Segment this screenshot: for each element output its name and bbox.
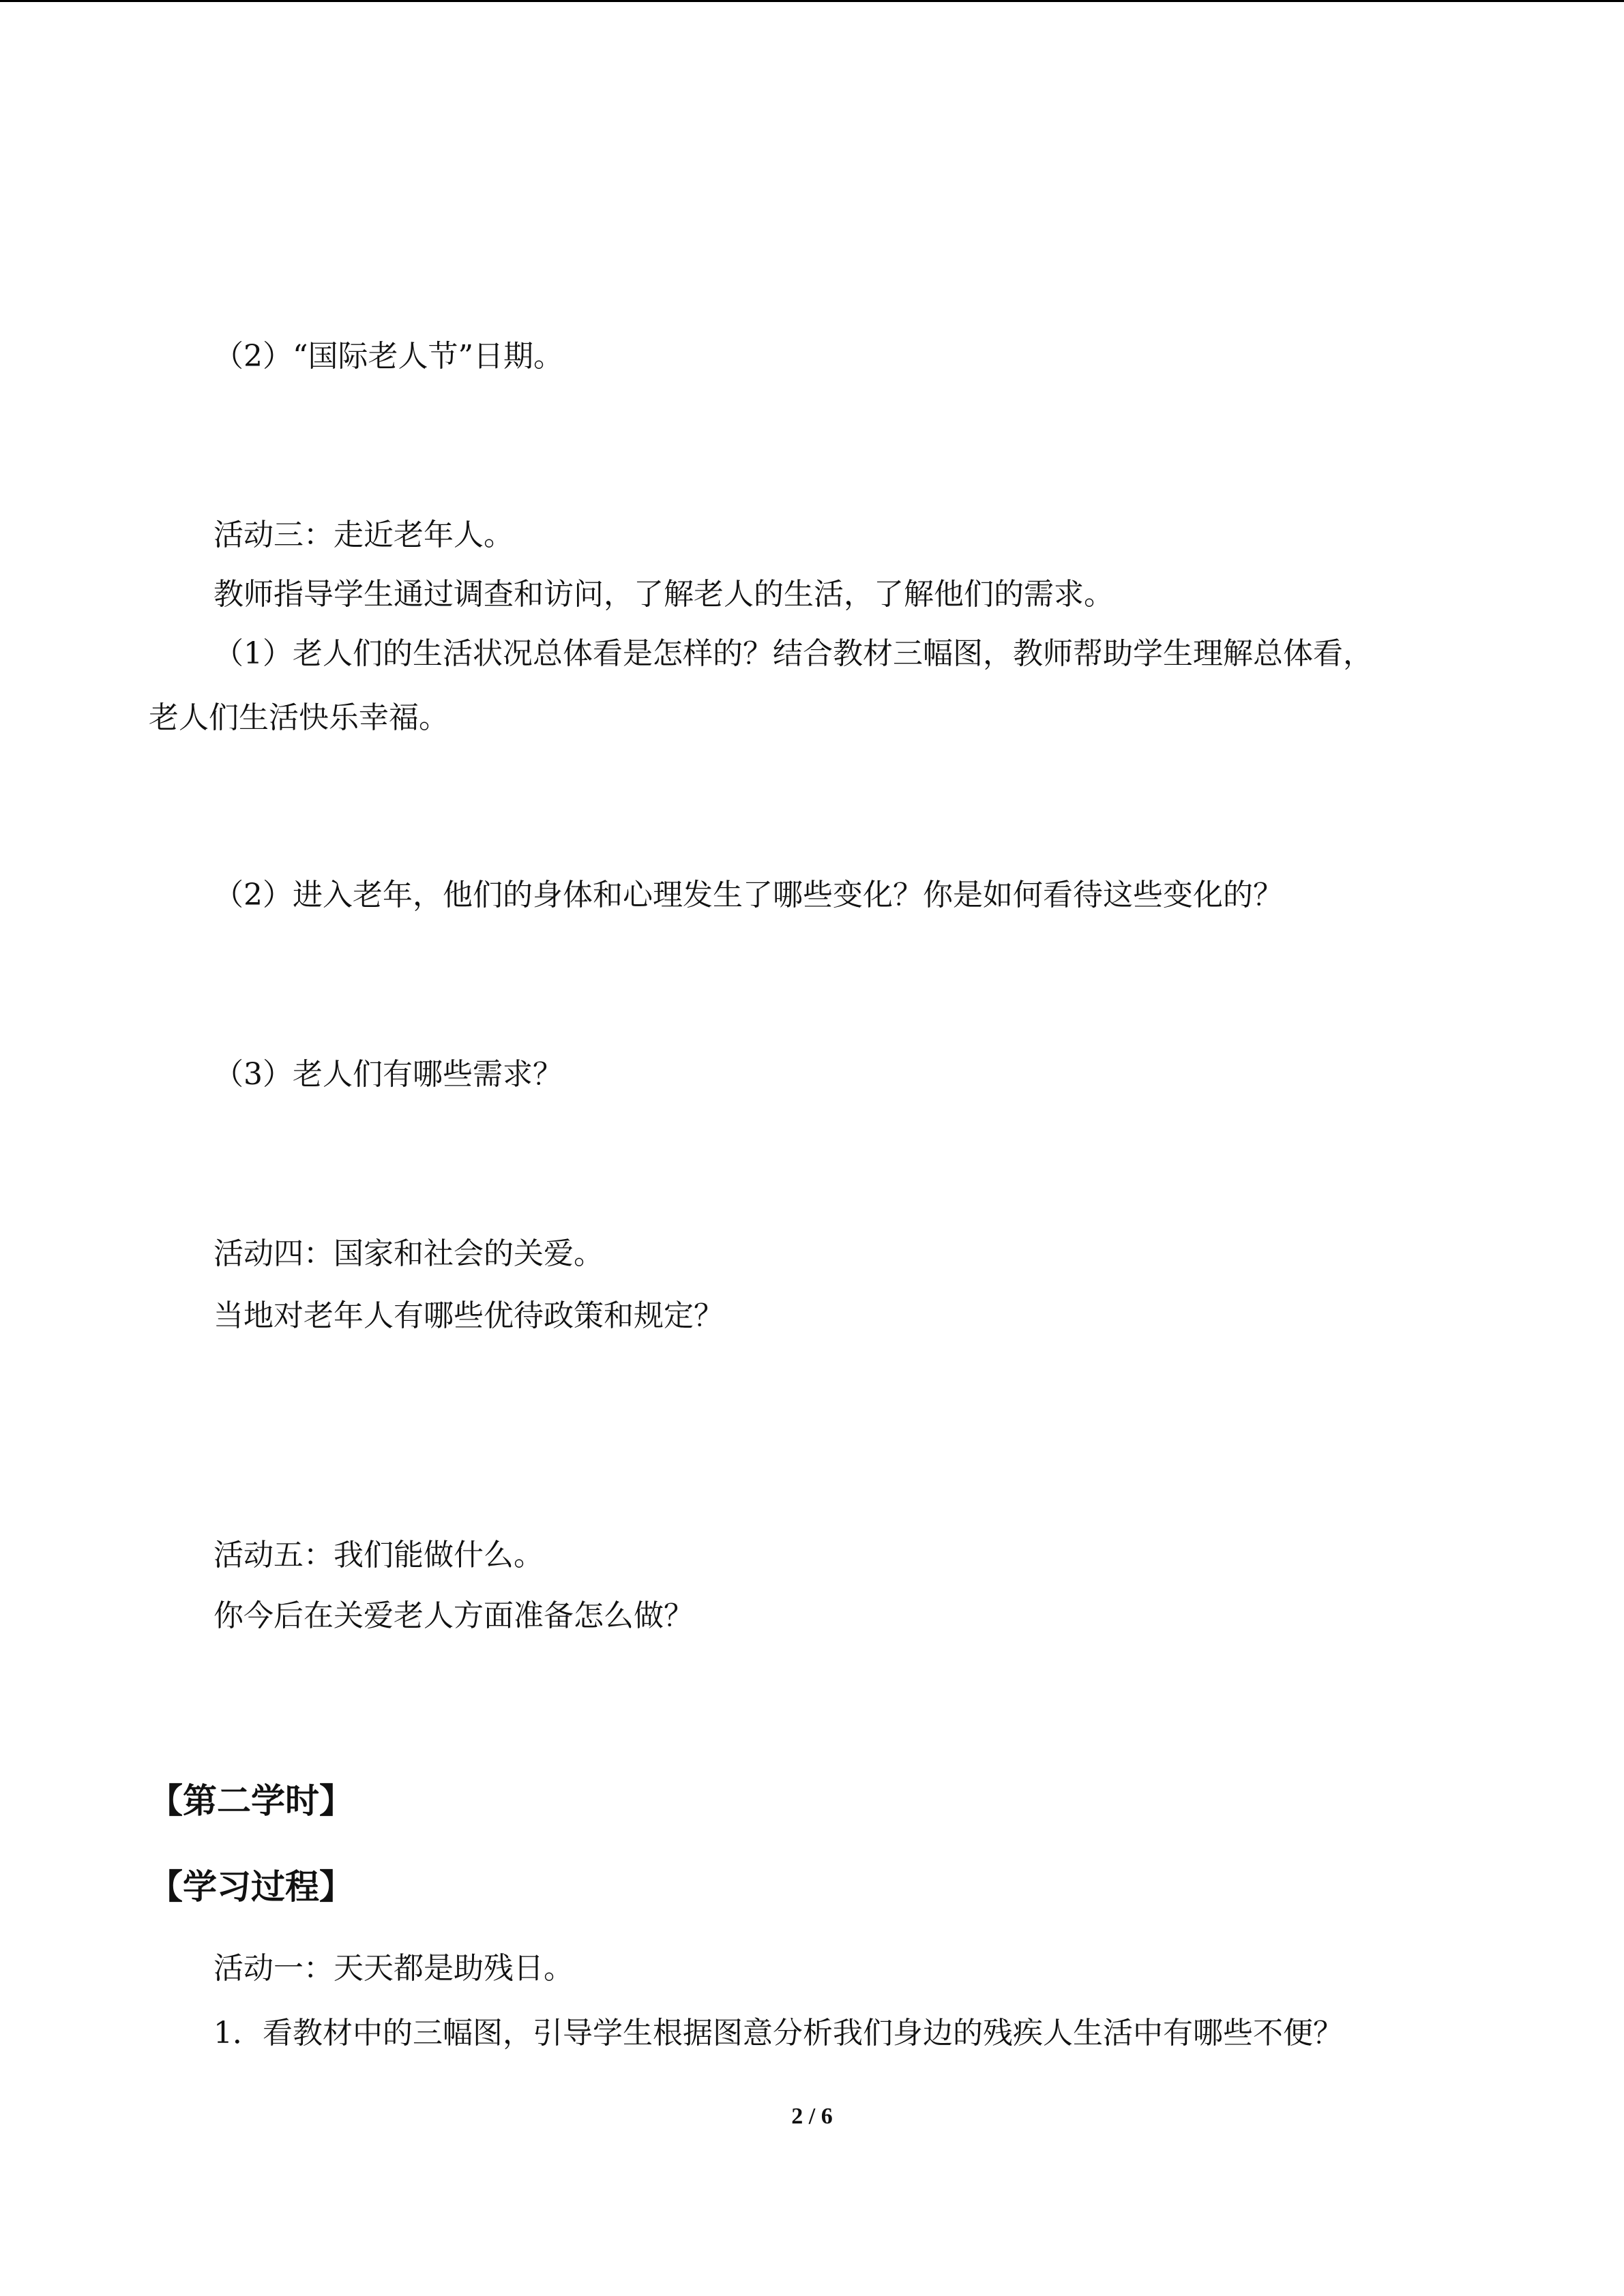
paragraph-line: 当地对老年人有哪些优待政策和规定？ [213,1298,724,1333]
page-number: 2 / 6 [791,2104,833,2129]
paragraph-line: 老人们生活快乐幸福。 [149,700,449,735]
section-heading-learning-process: 【学习过程】 [149,1867,353,1907]
paragraph-line: 教师指导学生通过调查和访问，了解老人的生活，了解他们的需求。 [213,577,1114,612]
activity-five-title: 活动五：我们能做什么。 [213,1538,544,1572]
paragraph-line: （3）老人们有哪些需求？ [213,1057,563,1092]
paragraph-line: 你今后在关爱老人方面准备怎么做？ [213,1598,694,1633]
paragraph-line: （2）进入老年，他们的身体和心理发生了哪些变化？你是如何看待这些变化的？ [213,878,1283,912]
activity-one-title: 活动一：天天都是助残日。 [213,1951,574,1986]
activity-four-title: 活动四：国家和社会的关爱。 [213,1236,604,1271]
activity-three-title: 活动三：走近老年人。 [213,518,514,552]
section-heading-second-session: 【第二学时】 [149,1781,353,1821]
paragraph-line: （2）“国际老人节”日期。 [213,339,563,374]
paragraph-line: 1．看教材中的三幅图，引导学生根据图意分析我们身边的残疾人生活中有哪些不便？ [213,2016,1343,2051]
paragraph-line: （1）老人们的生活状况总体看是怎样的？结合教材三幅图，教师帮助学生理解总体看， [213,636,1373,671]
top-border-rule [0,0,1624,2]
